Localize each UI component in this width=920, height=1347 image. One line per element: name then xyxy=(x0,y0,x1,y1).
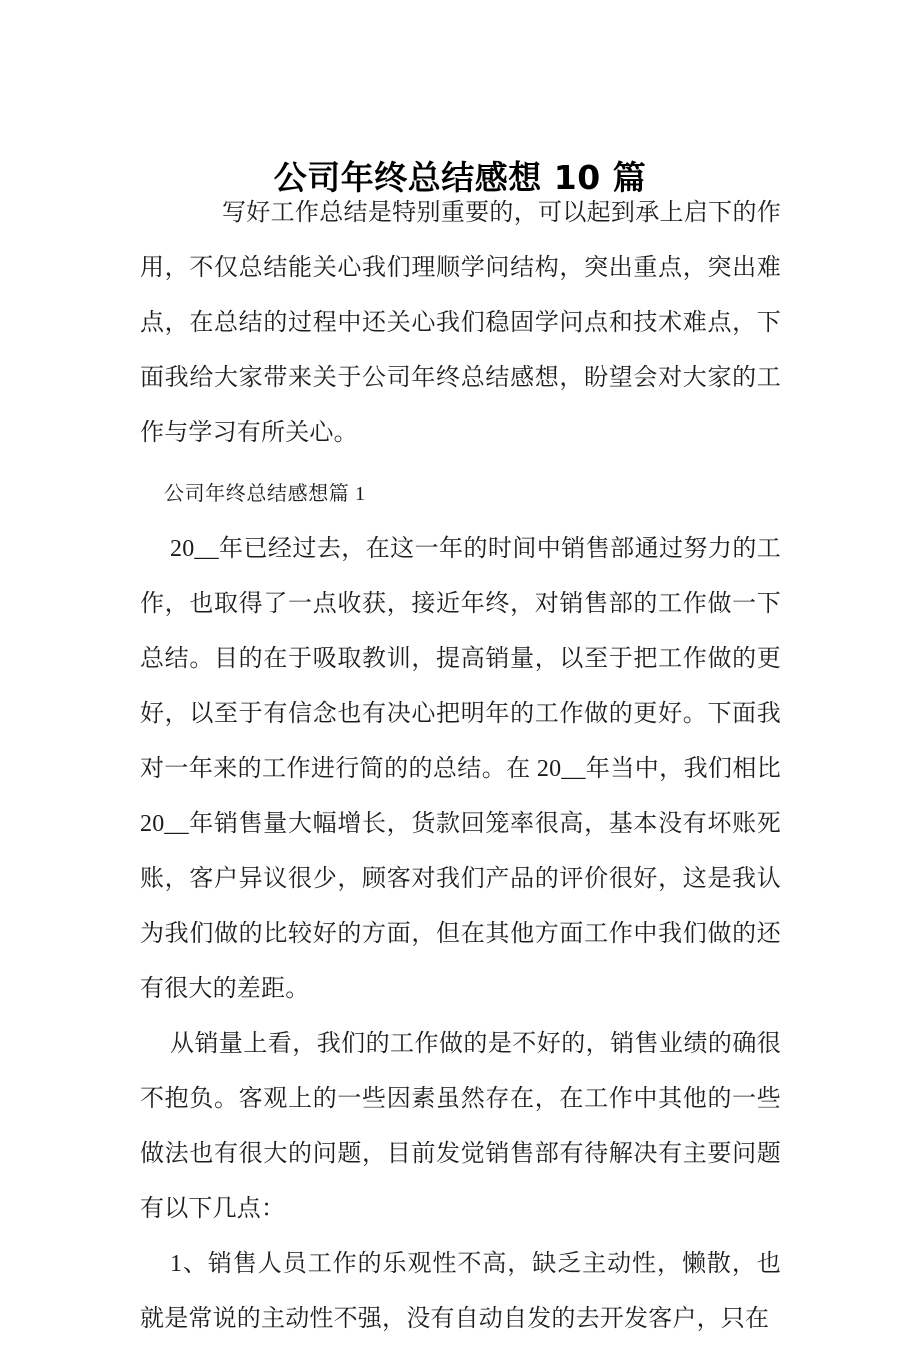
section-1-paragraph-2: 从销量上看，我们的工作做的是不好的，销售业绩的确很不抱负。客观上的一些因素虽然存在，在工作中其他的一些做法也有很大的问题，目前发觉销售部有待解决有主要问题有以下几点： xyxy=(140,1031,781,1222)
section-1-paragraph-1: 20__年已经过去，在这一年的时间中销售部通过努力的工作，也取得了一点收获，接近年终，对销售部的工作做一下总结。目的在于吸取教训，提高销量，以至于把工作做的更好，以至于有信念也有决心把明年的工作做的更好。下面我对一年来的工作进行简的的总结。在 20__年当中，我们相比 20__年销售量大幅增长，货款回笼率很高，基本没有坏账死账，客户异议很少，顾客对我们产品的评价很好，这是我认为我们做的比较好的方面，但在其他方面工作中我们做的还有很大的差距。 xyxy=(140,536,781,1002)
intro-paragraph: 写好工作总结是特别重要的，可以起到承上启下的作用，不仅总结能关心我们理顺学问结构，突出重点，突出难点，在总结的过程中还关心我们稳固学问点和技术难点，下面我给大家带来关于公司年终总结感想，盼望会对大家的工作与学习有所关心。 xyxy=(140,200,781,446)
page-title: 公司年终总结感想 10 篇 xyxy=(273,158,647,198)
section-1-paragraph-3: 1、销售人员工作的乐观性不高，缺乏主动性，懒散，也就是常说的主动性不强，没有自动自发的去开发客户，只在 xyxy=(140,1251,781,1332)
section-heading-1: 公司年终总结感想篇 1 xyxy=(164,483,366,505)
document-body xyxy=(140,186,781,1347)
